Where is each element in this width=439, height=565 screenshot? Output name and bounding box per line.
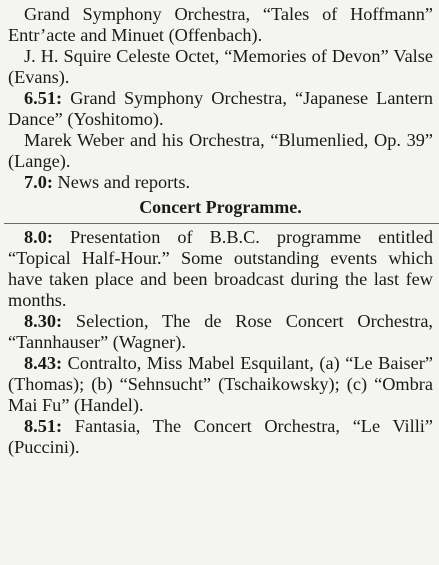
- programme-entry: [8, 172, 433, 193]
- heading-divider: [4, 223, 439, 224]
- entry-time: 8.51:: [24, 416, 63, 436]
- entry-text: Fantasia, The Concert Orchestra, “Le Villi” (Puccini).: [8, 416, 433, 457]
- programme-entry: [8, 311, 433, 353]
- programme-entry: [8, 130, 433, 172]
- entry-time: 8.43:: [24, 353, 63, 373]
- entry-text: Selection, The de Rose Concert Orchestra, “Tannhauser” (Wagner).: [8, 311, 433, 352]
- entry-time: 8.0:: [24, 227, 53, 247]
- programme-entry: [8, 88, 433, 130]
- section-heading: Concert Programme.: [139, 197, 302, 217]
- entry-text: Marek Weber and his Orchestra, “Blumenlied, Op. 39” (Lange).: [8, 130, 433, 171]
- programme-entry: [8, 353, 433, 416]
- entry-text: News and reports.: [57, 172, 191, 192]
- entry-text: J. H. Squire Celeste Octet, “Memories of Devon” Valse (Evans).: [8, 46, 433, 87]
- entry-text: Grand Symphony Orchestra, “Tales of Hoffmann” Entr’acte and Minuet (Offenbach).: [8, 4, 433, 45]
- entry-text: Contralto, Miss Mabel Esquilant, (a) “Le Baiser” (Thomas); (b) “Sehnsucht” (Tschaikowsky); (c) “Ombra Mai Fu” (Handel).: [8, 353, 433, 415]
- programme-column: [8, 4, 433, 458]
- programme-entry: [8, 46, 433, 88]
- entry-time: 6.51:: [24, 88, 63, 108]
- entry-text: Grand Symphony Orchestra, “Japanese Lantern Dance” (Yoshitomo).: [8, 88, 433, 129]
- programme-entry: [8, 227, 433, 311]
- entry-text: Presentation of B.B.C. programme entitled “Topical Half-Hour.” Some outstanding events which have taken place and been broadcast during the last few months.: [8, 227, 433, 310]
- programme-entry: [8, 4, 433, 46]
- entry-time: 8.30:: [24, 311, 63, 331]
- entry-time: 7.0:: [24, 172, 53, 192]
- programme-entry: [8, 416, 433, 458]
